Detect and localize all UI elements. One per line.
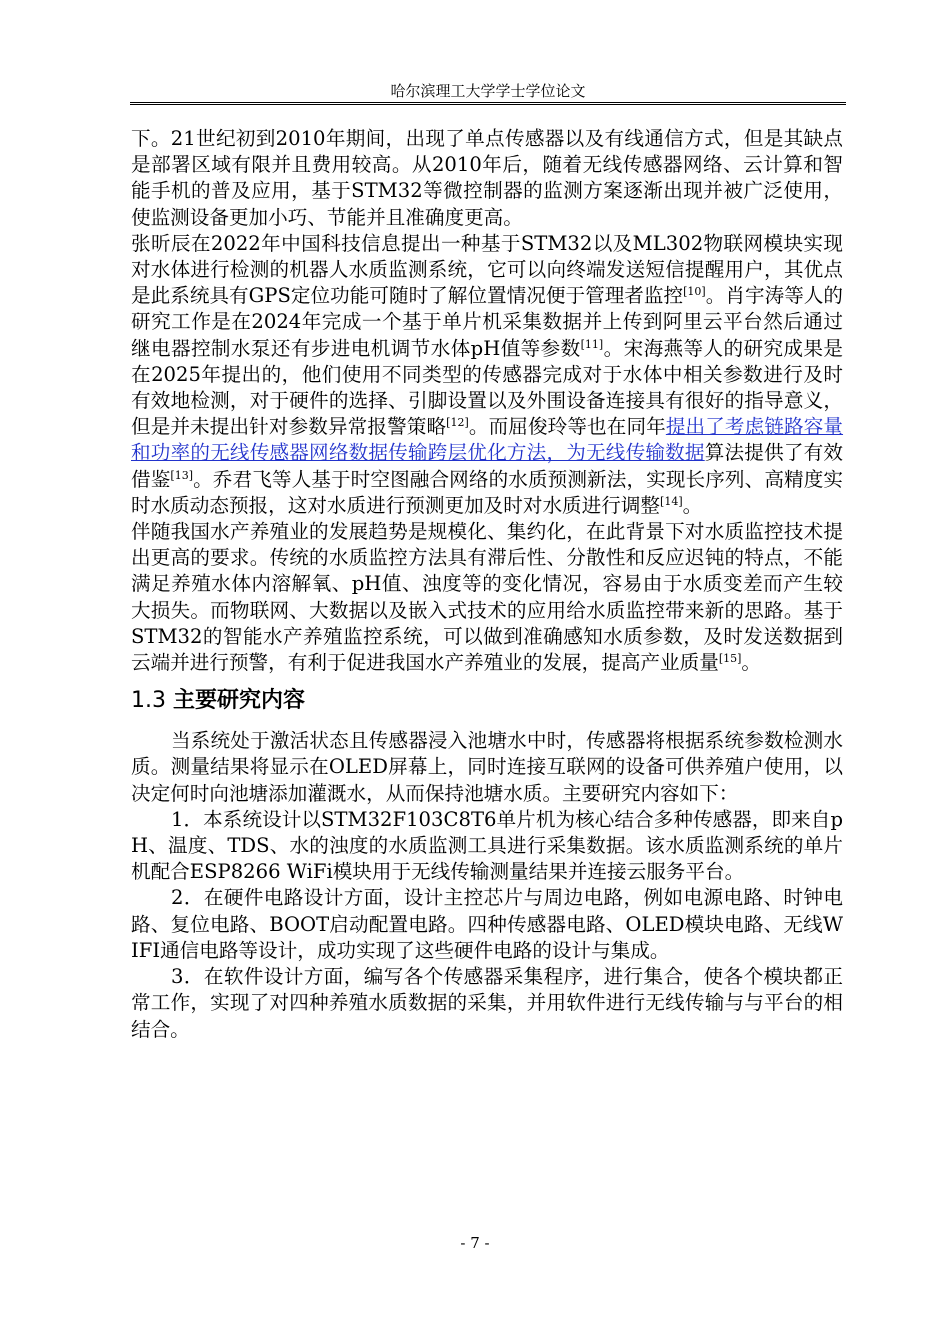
paragraph-text: 。宋海燕等人的研究成果是在2025年提出的，他们使用不同类型的传感器完成对于水体中相关参数进行及时有效地检测，对于硬件的选择、引脚设置以及外围设备连接具有很好的指导意义，但是并未提出针对参数异常报警策略 [131, 336, 843, 439]
paragraph-text: 。 [682, 493, 703, 517]
research-item-3: 3．在软件设计方面，编写各个传感器采集程序，进行集合，使各个模块都正常工作，实现了对四种养殖水质数据的采集，并用软件进行无线传输与与平台的相结合。 [131, 965, 843, 1041]
paragraph-text: 下。21世纪初到2010年期间，出现了单点传感器以及有线通信方式，但是其缺点是部署区域有限并且费用较高。从2010年后，随着无线传感器网络、云计算和智能手机的普及应用，基于STM32等微控制器的监测方案逐渐出现并被广泛使用，使监测设备更加小巧、节能并且准确度更高。 [131, 127, 843, 229]
hyperlink-text[interactable]: 提出了考虑链路容量和功率的无线传感器网络数据传输跨层优化方法，为无线传输数据 [131, 415, 844, 465]
paragraph-text: 。而屈俊玲等也在同年 [468, 415, 666, 439]
section-heading [131, 686, 843, 716]
page-body [131, 126, 843, 1043]
citation-ref: [15] [718, 652, 742, 666]
paragraph-text: 。乔君飞等人基于时空图融合网络的水质预测新法，实现长序列、高精度实时水质动态预报，这对水质进行预测更加及时对水质进行调整 [131, 467, 844, 517]
research-item-2: 2．在硬件电路设计方面，设计主控芯片与周边电路，例如电源电路、时钟电路、复位电路、BOOT启动配置电路。四种传感器电路、OLED模块电路、无线WIFI通信电路等设计，成功实现了这些硬件电路的设计与集成。 [131, 886, 843, 962]
citation-ref: [13] [170, 468, 193, 482]
section-number: 1.3 [131, 688, 166, 714]
paragraph-text: 。 [741, 651, 761, 675]
paragraph-text: 算法提供了有效借鉴 [131, 441, 844, 491]
paragraph-text: 。肖宇涛等人的研究工作是在2024年完成一个基于单片机采集数据并上传到阿里云平台然后通过继电器控制水泵还有步进电机调节水体pH值等参数 [131, 284, 844, 360]
citation-ref: [10] [683, 285, 706, 299]
paragraph-text: 张昕辰在2022年中国科技信息提出一种基于STM32以及ML302物联网模块实现对水体进行检测的机器人水质监测系统，它可以向终端发送短信提醒用户，其优点是此系统具有GPS定位功能可随时了解位置情况便于管理者监控 [131, 231, 843, 308]
paragraph-related-work [131, 231, 843, 519]
running-header: 哈尔滨理工大学学士学位论文 [390, 82, 586, 100]
citation-ref: [14] [660, 494, 683, 508]
section-title: 主要研究内容 [173, 688, 306, 714]
research-item-1: 1．本系统设计以STM32F103C8T6单片机为核心结合多种传感器，即来自pH、温度、TDS、水的浊度的水质监测工具进行采集数据。该水质监测系统的单片机配合ESP8266 WiFi模块用于无线传输测量结果并连接云服务平台。 [131, 807, 843, 884]
paragraph-text: 伴随我国水产养殖业的发展趋势是规模化、集约化，在此背景下对水质监控技术提出更高的要求。传统的水质监控方法具有滞后性、分散性和反应迟钝的特点，不能满足养殖水体内溶解氧、pH值、浊度等的变化情况，容易由于水质变差而产生较大损失。而物联网、大数据以及嵌入式技术的应用给水质监控带来新的思路。基于STM32的智能水产养殖监控系统，可以做到准确感知水质参数，及时发送数据到云端并进行预警，有利于促进我国水产养殖业的发展，提高产业质量 [131, 520, 843, 675]
header-double-rule [130, 102, 846, 105]
section-intro-paragraph: 当系统处于激活状态且传感器浸入池塘水中时，传感器将根据系统参数检测水质。测量结果将显示在OLED屏幕上，同时连接互联网的设备可供养殖户使用，以决定何时向池塘添加灌溉水，从而保持池塘水质。主要研究内容如下： [131, 729, 843, 805]
citation-ref: [11] [580, 337, 604, 351]
citation-ref: [12] [446, 416, 469, 430]
paragraph-continuation [131, 126, 843, 231]
page-number: - 7 - [460, 1234, 490, 1252]
paragraph-background [131, 519, 843, 676]
